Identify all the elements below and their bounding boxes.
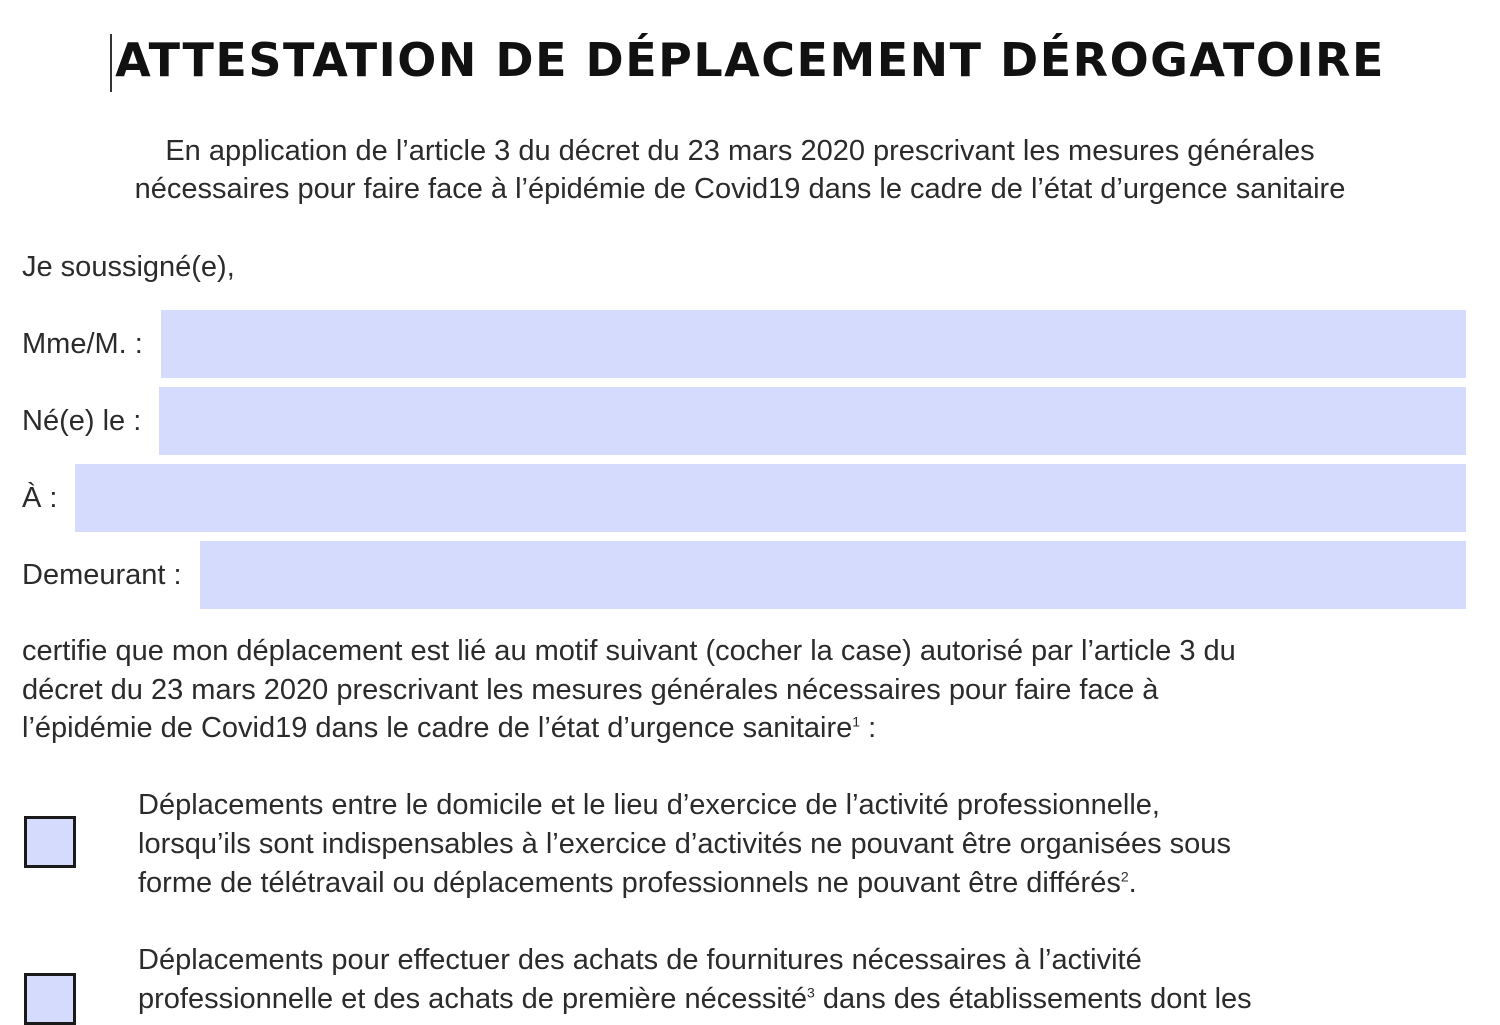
field-label-address: Demeurant : [22,558,182,591]
option-1-line-2: lorsqu’ils sont indispensables à l’exercice d’activités ne pouvant être organisées sous [138,828,1231,860]
option-2-line-2-start: professionnelle et des achats de première nécessité [138,983,807,1015]
birthdate-field[interactable] [159,387,1466,455]
option-2-line-2-end: dans des établissements dont les [814,983,1252,1015]
field-label-birthdate: Né(e) le : [22,404,142,437]
certify-statement [22,632,1472,748]
preamble-line-2: nécessaires pour faire face à l’épidémie de Covid19 dans le cadre de l’état d’urgence sanitaire [134,173,1346,205]
option-1-line-1: Déplacements entre le domicile et le lieu d’exercice de l’activité professionnelle, [138,789,1160,821]
field-row-birthplace [22,464,1466,532]
preamble-line-1: En application de l’article 3 du décret du 23 mars 2020 prescrivant les mesures générales [165,135,1315,167]
certify-line-1: certifie que mon déplacement est lié au motif suivant (cocher la case) autorisé par l’article 3 du [22,635,1236,667]
option-work-travel-text [138,786,1438,903]
name-field[interactable] [161,310,1466,378]
option-1-line-3: forme de télétravail ou déplacements professionnels ne pouvant être différés [138,867,1121,899]
field-row-address [22,541,1466,609]
checkbox-shopping[interactable] [24,973,76,1025]
field-row-name [22,310,1466,378]
certify-suffix: : [860,712,877,744]
option-2-line-1: Déplacements pour effectuer des achats de fournitures nécessaires à l’activité [138,944,1142,976]
address-field[interactable] [200,541,1466,609]
checkbox-work-travel[interactable] [24,816,76,868]
field-label-birthplace: À : [22,481,58,514]
field-label-name: Mme/M. : [22,327,143,360]
option-shopping-text [138,941,1438,1019]
footnote-ref-3: 3 [807,984,815,1001]
field-row-birthdate [22,387,1466,455]
footnote-ref-1: 1 [852,713,861,730]
undersigned-label: Je soussigné(e), [22,251,235,283]
certify-line-2: décret du 23 mars 2020 prescrivant les mesures générales nécessaires pour faire face à [22,673,1159,706]
document-title: ATTESTATION DE DÉPLACEMENT DÉROGATOIRE [115,33,1385,87]
certify-line-3: l’épidémie de Covid19 dans le cadre de l’état d’urgence sanitaire [22,712,853,744]
option-1-suffix: . [1128,867,1137,899]
birthplace-field[interactable] [75,464,1466,532]
preamble [20,132,1460,208]
footnote-ref-2: 2 [1120,868,1129,885]
